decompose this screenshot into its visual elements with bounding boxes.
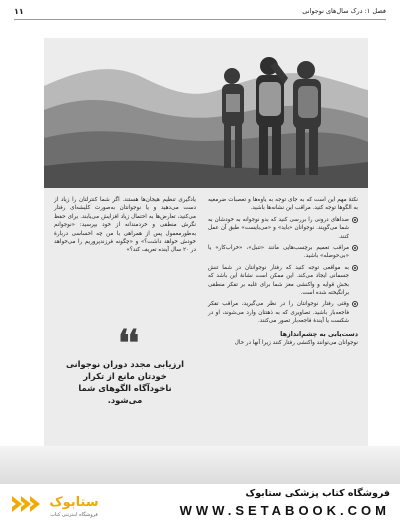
content-box xyxy=(44,38,368,446)
list-item-text: مراقب تعمیم برچسب‌هایی مانند «تنبل»، «خراب‌کار» یا «بی‌حوصله» باشید. xyxy=(208,245,349,260)
quote-icon: ❛❛ xyxy=(118,322,138,364)
page-number: ۱۱ xyxy=(14,6,24,16)
page-header xyxy=(14,3,386,20)
left-paragraph: یادگیری تنظیم هیجان‌ها هستند. اگر شما کنترلتان را زیاد از دست می‌دهید و یا نوجوانتان به‌صورت کلیشه‌ای رفتار می‌کنید، تعارض‌ها به احتمال زیاد افزایش می‌یابند. برای حفظ نگرش منطقی و خردمندانه از خود بپرسید: «نوجوانم به‌طورمعمول پس از همراهی با من چه احساسی دربارهٔ خودش خواهد داشت؟» و «چگونه فرزندپروریم را می‌خواهد در ۲۰ سال آینده تعریف کند؟» xyxy=(54,197,196,254)
hikers-illustration xyxy=(44,38,368,188)
store-footer xyxy=(0,484,400,525)
list-item-text: وقتی رفتار نوجوانتان را در نظر می‌گیرید، مراقب تفکر فاجعه‌بار باشید. تصاویری که به ذهنتان وارد می‌شوند، او در شکست یا آیندهٔ فاجعه‌بار تصور می‌کنند. xyxy=(208,301,349,325)
bullet-icon xyxy=(352,301,358,307)
page-fade-band xyxy=(0,446,400,484)
list-item xyxy=(208,264,358,298)
chapter-title: فصل ۱: درک سال‌های نوجوانی xyxy=(302,7,386,15)
store-name: فروشگاه کتاب پزشکی ستابوک xyxy=(245,488,390,499)
list-item xyxy=(208,300,358,325)
list-item-text: صداهای درونی را بررسی کنید که بدو نوجوانه به خودشان به شما می‌گویند. نوجوانان «باید» و «می‌بایست» طبق آن عمل کنند. xyxy=(208,216,349,240)
left-column xyxy=(54,196,196,258)
bullet-icon xyxy=(352,265,358,271)
list-item xyxy=(208,216,358,241)
logo-subtitle: فروشگاه اینترنتی کتاب xyxy=(50,512,98,518)
intro-paragraph: نکتهٔ مهم این است که به جای توجه به یاوه‌ها و تعصبات ضرمغیه به الگوها توجه کنید. مراقب این نشانه‌ها باشید. xyxy=(208,197,358,212)
setabook-logo xyxy=(8,488,108,520)
pull-quote: ارزیابی مجدد دوران نوجوانی خودتان مانع از تکرار ناخودآگاه الگوهای شما می‌شود. xyxy=(65,359,185,405)
section-subheading: دست‌یابی به چشم‌اندازها xyxy=(280,329,358,338)
closing-paragraph: نوجوانان می‌توانند واکنشی رفتار کنند زیرا آنها در حال xyxy=(234,340,358,347)
logo-text: ستابوک xyxy=(49,495,99,510)
right-column xyxy=(208,196,358,351)
bullet-icon xyxy=(352,245,358,251)
list-item xyxy=(208,244,358,261)
store-url[interactable]: WWW.SETABOOK.COM xyxy=(179,503,390,518)
list-item-text: به مواقعی توجه کنید که رفتار نوجوانتان در شما تنش جسمانی ایجاد می‌کند. این ممکن است نشانهٔ این باشد که بخش قوایه و واکنشی مغز شما برای غلبه بر تفکر منطقی برانگیخته شده است. xyxy=(208,264,349,297)
bullet-icon xyxy=(352,217,358,223)
